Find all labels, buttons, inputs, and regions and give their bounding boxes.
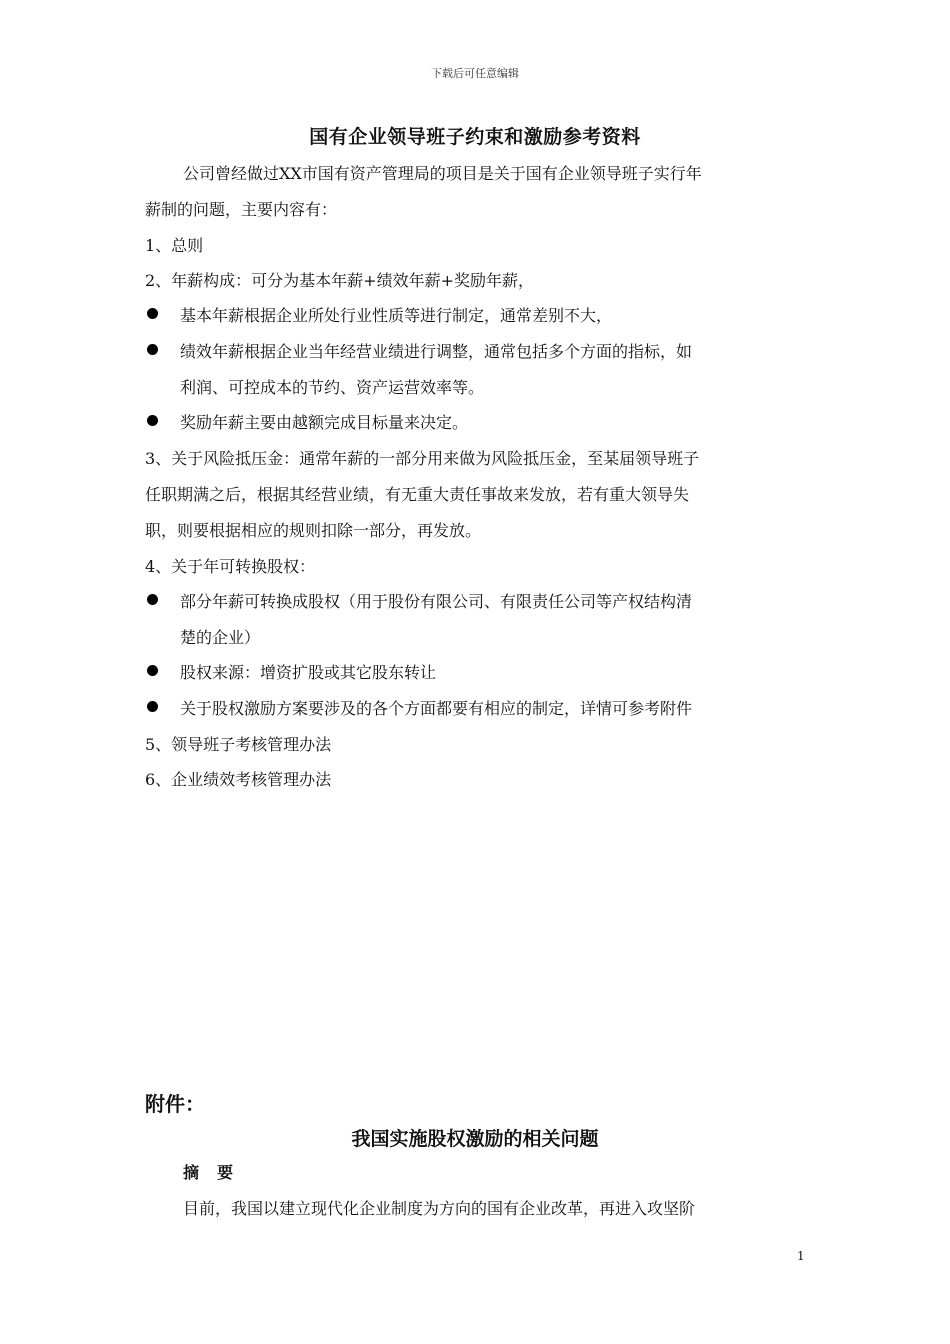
bullet-dot-icon: [147, 594, 158, 605]
bullet-equity-source: 股权来源：增资扩股或其它股东转让: [180, 663, 437, 682]
bullet-base-salary: 基本年薪根据企业所处行业性质等进行制定，通常差别不大，: [180, 306, 613, 325]
bullet-bonus-salary: 奖励年薪主要由越额完成目标量来决定。: [180, 413, 469, 432]
bullet-dot-icon: [147, 415, 158, 426]
document-title: 国有企业领导班子约束和激励参考资料: [309, 126, 641, 148]
section-1-general: 1、总则: [145, 236, 204, 255]
intro-line-2: 薪制的问题，主要内容有：: [145, 200, 338, 219]
section-5-leadership-assessment: 5、领导班子考核管理办法: [145, 735, 332, 754]
bullet-equity-incentive-plan: 关于股权激励方案要涉及的各个方面都要有相应的制定，详情可参考附件: [180, 699, 693, 718]
bullet-dot-icon: [147, 308, 158, 319]
bullet-convert-equity-cont: 楚的企业）: [180, 628, 261, 647]
section-3-risk-deposit: 3、关于风险抵压金：通常年薪的一部分用来做为风险抵压金，至某届领导班子: [145, 449, 700, 468]
bullet-dot-icon: [147, 344, 158, 355]
section-4-convertible-equity: 4、关于年可转换股权：: [145, 557, 316, 576]
appendix-title: 我国实施股权激励的相关问题: [351, 1128, 599, 1150]
bullet-performance-salary-cont: 利润、可控成本的节约、资产运营效率等。: [180, 378, 485, 397]
section-3-line-2: 任职期满之后，根据其经营业绩，有无重大责任事故来发放，若有重大领导失: [145, 485, 690, 504]
appendix-label: 附件：: [145, 1092, 205, 1116]
bullet-convert-equity: 部分年薪可转换成股权（用于股份有限公司、有限责任公司等产权结构清: [180, 592, 693, 611]
bullet-dot-icon: [147, 701, 158, 712]
section-6-performance-assessment: 6、企业绩效考核管理办法: [145, 770, 332, 789]
abstract-label: 摘要: [183, 1163, 252, 1182]
intro-line-1: 公司曾经做过XX市国有资产管理局的项目是关于国有企业领导班子实行年: [183, 164, 702, 183]
page-number: 1: [797, 1249, 805, 1263]
abstract-first-line: 目前，我国以建立现代化企业制度为方向的国有企业改革，再进入攻坚阶: [183, 1199, 696, 1218]
header-note: 下载后可任意编辑: [431, 67, 519, 80]
section-3-line-3: 职，则要根据相应的规则扣除一部分，再发放。: [145, 521, 482, 540]
bullet-dot-icon: [147, 665, 158, 676]
bullet-performance-salary: 绩效年薪根据企业当年经营业绩进行调整，通常包括多个方面的指标，如: [180, 342, 693, 361]
section-2-salary-structure: 2、年薪构成：可分为基本年薪+绩效年薪+奖励年薪，: [145, 271, 534, 290]
